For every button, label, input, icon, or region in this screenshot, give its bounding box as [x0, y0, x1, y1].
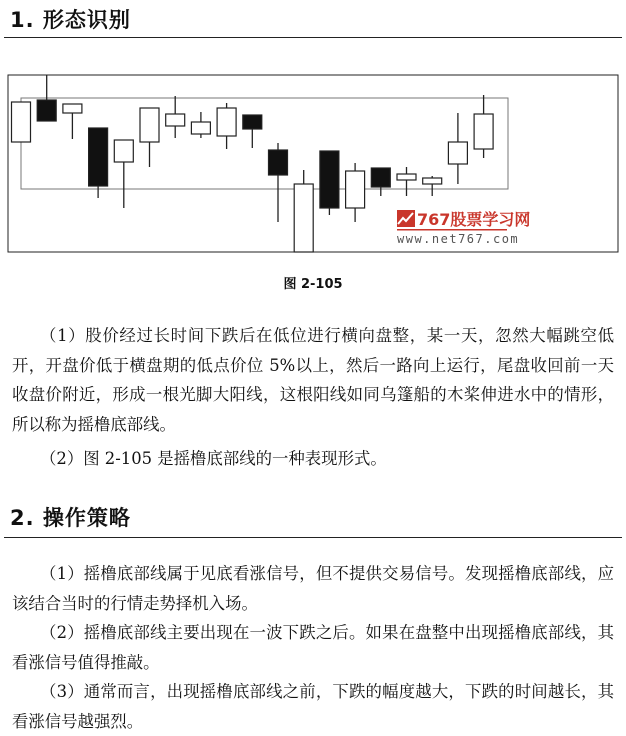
candle-body [243, 115, 262, 129]
candle-body [140, 108, 159, 142]
candle-body [371, 168, 390, 187]
bullish-candle [423, 176, 442, 196]
bullish-candle [166, 96, 185, 138]
candle-body [63, 104, 82, 113]
watermark-logo [397, 210, 530, 246]
heading-rule [4, 537, 622, 538]
bullish-candle [474, 95, 493, 158]
candle-body [423, 178, 442, 184]
bullish-candle [397, 167, 416, 196]
candle-body [191, 122, 210, 134]
bullish-candle [140, 108, 159, 167]
bullish-candle [294, 170, 313, 252]
bearish-candle [243, 115, 262, 148]
candle-body [346, 171, 365, 208]
bearish-candle [371, 168, 390, 196]
section-heading-pattern: 1. 形态识别 [10, 8, 131, 32]
logo-url: www.net767.com [397, 232, 520, 246]
candle-body [294, 184, 313, 252]
bearish-candle [320, 151, 339, 215]
candle-body [37, 100, 56, 121]
paragraph: （1）摇橹底部线属于见底看涨信号，但不提供交易信号。发现摇橹底部线，应该结合当时的行情走势择机入场。 [12, 564, 614, 613]
candle-body [397, 174, 416, 180]
candle-body [320, 151, 339, 208]
candle-body [269, 150, 288, 175]
candle-body [114, 140, 133, 162]
candle-body [166, 114, 185, 126]
logo-text: 767股票学习网 [417, 210, 531, 229]
candle-body [448, 142, 467, 164]
candle-body [12, 102, 31, 142]
bullish-candle [114, 140, 133, 208]
candle-body [89, 128, 108, 186]
paragraph: （3）通常而言，出现摇橹底部线之前，下跌的幅度越大，下跌的时间越长，其看涨信号越强烈。 [12, 682, 614, 731]
bullish-candle [12, 102, 31, 142]
bullish-candle [346, 163, 365, 222]
candlestick-chart [0, 0, 626, 270]
bearish-candle [269, 143, 288, 222]
bearish-candle [89, 128, 108, 198]
bullish-candle [63, 104, 82, 139]
bullish-candle [191, 112, 210, 138]
candle-body [217, 108, 236, 136]
bullish-candle [217, 103, 236, 149]
bullish-candle [448, 113, 467, 184]
paragraph: （2）摇橹底部线主要出现在一波下跌之后。如果在盘整中出现摇橹底部线，其看涨信号值得推敲。 [12, 623, 614, 672]
figure-caption: 图 2-105 [283, 277, 343, 292]
paragraph: （1）股价经过长时间下跌后在低位进行横向盘整，某一天，忽然大幅跳空低开，开盘价低于横盘期的低点价位 5%以上，然后一路向上运行，尾盘收回前一天收盘价附近，形成一根光脚大阳线，这根阳线如同乌篷船的木桨伸进水中的情形，所以称为摇橹底部线。 [12, 326, 614, 434]
paragraph: （2）图 2-105 是摇橹底部线的一种表现形式。 [40, 449, 387, 468]
section-heading-strategy: 2. 操作策略 [10, 506, 131, 530]
candle-body [474, 114, 493, 149]
